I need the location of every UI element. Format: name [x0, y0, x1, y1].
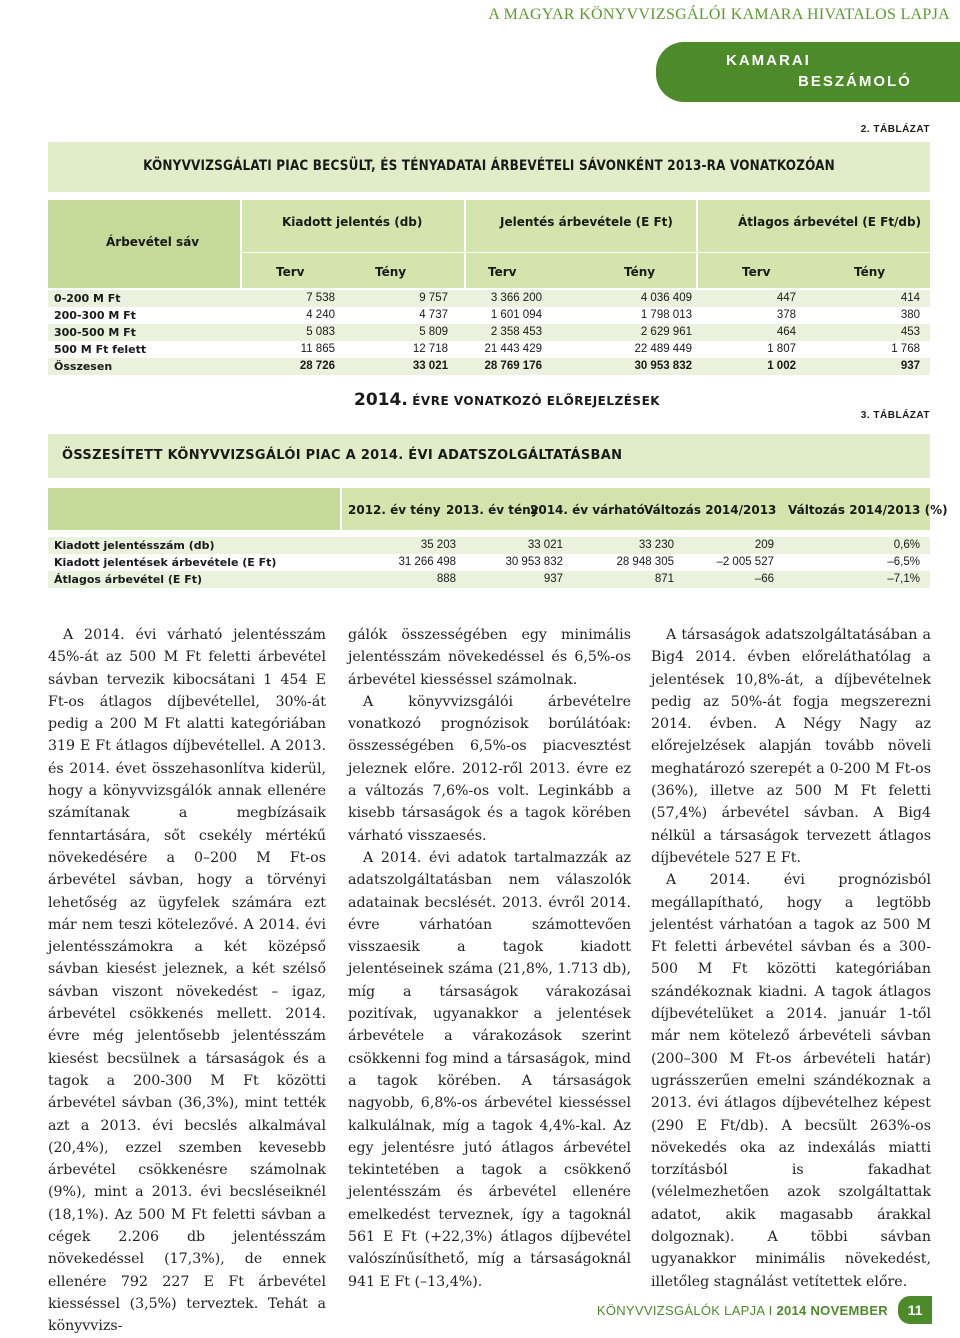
footer-journal [597, 1303, 888, 1318]
table3-col-2013: 2013. év tény [446, 503, 539, 517]
table-cell: 1 798 013 [640, 309, 692, 321]
table3-title-band [48, 434, 930, 478]
table3-header [48, 488, 948, 530]
table-cell: 33 021 [527, 539, 563, 551]
table-cell: 937 [900, 360, 920, 372]
table-row [48, 307, 930, 324]
article-column-2 [348, 624, 631, 1293]
table2-title: KÖNYVVIZSGÁLATI PIAC BECSÜLT, ÉS TÉNYADATAI ÁRBEVÉTELI SÁVONKÉNT 2013-RA VONATKOZÓAN [143, 158, 835, 174]
article-column-1 [48, 624, 326, 1338]
table-cell: –66 [754, 573, 774, 585]
table-cell: 380 [900, 309, 920, 321]
table-cell: 7 538 [306, 292, 335, 304]
row-label: Kiadott jelentések árbevétele (E Ft) [54, 556, 277, 569]
table-cell: 31 266 498 [398, 556, 456, 568]
footer-issue: 2014 NOVEMBER [776, 1302, 888, 1318]
table2-sub-actual: Tény [854, 265, 886, 279]
table-row [48, 571, 930, 588]
row-label: 300-500 M Ft [54, 326, 136, 339]
section-heading-year: 2014. [354, 390, 408, 410]
section-badge [656, 42, 960, 102]
row-label: Átlagos árbevétel (E Ft) [54, 573, 203, 586]
table3-title: ÖSSZESÍTETT KÖNYVVIZSGÁLÓI PIAC A 2014. ÉVI ADATSZOLGÁLTATÁSBAN [62, 448, 623, 463]
table-cell: 12 718 [412, 343, 448, 355]
table-cell: 33 021 [412, 360, 448, 372]
table-row [48, 341, 930, 358]
table-row [48, 290, 930, 307]
table-cell: 35 203 [420, 539, 456, 551]
row-label: Összesen [54, 360, 113, 373]
table-cell: 1 601 094 [490, 309, 542, 321]
table-row [48, 537, 930, 554]
section-heading-text: ÉVRE VONATKOZÓ ELŐREJELZÉSEK [412, 394, 661, 408]
table2-label: 2. TÁBLÁZAT [860, 124, 930, 135]
table2-header-vline [240, 200, 242, 288]
paragraph: A 2014. évi adatok tartalmazzák az adatszolgáltatásban nem válaszolók adatainak becslését. 2013. évről 2014. évre várhatóan számottevően visszaesik a tagok kiadott jelentéseinek száma (21,8%, 1.713 db), míg a társaságok várakozásai pozitívak, ugyanakkor a jelentések árbevétele a várakozások szerint csökkenni fog mind a társaságok, mind a tagok körében. A társaságok nagyobb, 6,8%-os árbevétel kiesséssel kalkulálnak, míg a tagok 4,4%-kal. Az egy jelentésre jutó átlagos árbevétel tekintetében a tagok a csökkenő jelentésszám és árbevétel ellenére emelkedést terveznek, így a tagoknál 561 E Ft (+22,3%) átlagos díjbevétel valószínűsíthető, míg a társaságoknál 941 E Ft (–13,4%). [348, 849, 631, 1290]
footer-journal-name: KÖNYVVIZSGÁLÓK LAPJA [596, 1302, 765, 1318]
table-row [48, 324, 930, 341]
paragraph: A könyvvizsgálói árbevételre vonatkozó prognózisok borúlátóak: összességében 6,5%-os piacvesztést jeleznek előre. 2012-ről 2013. évre ez a változás 7,6%-os volt. Leginkább a kisebb társaságok és a tagok körében várható visszaesés. [348, 693, 631, 844]
section-badge-line1: KAMARAI [726, 52, 811, 69]
page-number: 11 [898, 1296, 932, 1324]
table-cell: 209 [754, 539, 774, 551]
table2-sub-plan: Terv [276, 265, 305, 279]
table-cell: 464 [776, 326, 796, 338]
publication-header: A MAGYAR KÖNYVVIZSGÁLÓI KAMARA HIVATALOS LAPJA [488, 6, 950, 23]
table2-header-vline [696, 200, 698, 288]
table3-label: 3. TÁBLÁZAT [860, 410, 930, 421]
table-cell: 0,6% [893, 539, 920, 551]
table2-title-band [48, 142, 930, 192]
paragraph: A 2014. évi várható jelentésszám 45%-át az 500 M Ft feletti árbevétel sávban tervezik kibocsátani 1 454 E Ft-os átlagos díjbevétellel, 30%-át pedig a 200 M Ft alatti kategóriában 319 E Ft átlagos díjbevétellel. A 2013. és 2014. évet összehasonlítva kiderül, hogy a könyvvizsgálók annak ellenére számítanak a megbízásaik fenntartására, sőt csekély mértékű növekedésére a 0–200 M Ft-os árbevétel sávban, hogy a törvényi lehetőség az ügyfelek számára ezt már nem teszi kötelezővé. A 2014. évi jelentésszámokra a két középső sávban kiesést jeleznek, a két szélső sávban viszont növekedést – igaz, árbevétel csökkenés mellett. 2014. évre még jelentősebb jelentésszám kiesést becsülnek a társaságok és a tagok a 200-300 M Ft közötti árbevétel sávban (36,3%), mint tették azt a 2013. évi becslés alkalmával (20,4%), ezzel szemben kevesebb árbevétel csökkenésre számolnak (9%), mint a 2013. évi becsléseiknél (18,1%). Az 500 M Ft feletti sávban a cégek 2.206 db jelentésszám növekedéssel (17,3%), de ennek ellenére 792 227 E Ft árbevétel kiesséssel (3,5%) terveztek. Tehát a könyvvizs- [48, 627, 326, 1335]
row-label: 500 M Ft felett [54, 343, 147, 356]
table-cell: 2 629 961 [640, 326, 692, 338]
table-cell: 5 083 [306, 326, 335, 338]
table-row [48, 554, 930, 571]
table-cell: 28 769 176 [484, 360, 542, 372]
page-footer [597, 1296, 932, 1324]
footer-separator: I [764, 1302, 777, 1318]
table-cell: 1 768 [891, 343, 920, 355]
table-cell: 33 230 [638, 539, 674, 551]
table-cell: 9 757 [419, 292, 448, 304]
table-cell: –2 005 527 [716, 556, 774, 568]
table2-sub-actual: Tény [375, 265, 407, 279]
table3-col-change: Változás 2014/2013 [644, 503, 777, 517]
table2-header [48, 200, 930, 288]
table2-sub-actual: Tény [624, 265, 656, 279]
table-cell: 414 [900, 292, 920, 304]
table-cell: 447 [776, 292, 796, 304]
paragraph: gálók összességében egy minimális jelentésszám növekedéssel és 6,5%-os árbevétel kiesséssel számolnak. [348, 627, 631, 688]
table-cell: 4 240 [306, 309, 335, 321]
table3-header-vline [340, 488, 342, 530]
table-cell: 888 [436, 573, 456, 585]
table-cell: 5 809 [419, 326, 448, 338]
row-label: 0-200 M Ft [54, 292, 121, 305]
table2-group-reports: Kiadott jelentés (db) [282, 215, 423, 229]
table2-group-revenue: Jelentés árbevétele (E Ft) [500, 215, 673, 229]
section-badge-line2: BESZÁMOLÓ [798, 73, 912, 90]
table3-row-header-cell [48, 488, 340, 530]
row-label: Kiadott jelentésszám (db) [54, 539, 215, 552]
table-cell: 28 948 305 [616, 556, 674, 568]
row-label: 200-300 M Ft [54, 309, 136, 322]
table-cell: 4 737 [419, 309, 448, 321]
table-cell: 28 726 [299, 360, 335, 372]
table-cell: –7,1% [887, 573, 920, 585]
table-cell: 937 [543, 573, 563, 585]
table-cell: –6,5% [887, 556, 920, 568]
paragraph: A társaságok adatszolgáltatásában a Big4 2014. évben előreláthatólag a jelentések 10,8%-át, a díjbevételnek pedig az 50%-át fogja megszerezni 2014. évben. A Négy Nagy az előrejelzések alapján tovább növeli meghatározó szerepét a 0-200 M Ft-os (36%), illetve az 500 M Ft feletti (57,4%) árbevétel sávban. A Big4 nélkül a társaságok tervezett átlagos díjbevétele 527 E Ft. [651, 627, 931, 866]
table-cell: 30 953 832 [505, 556, 563, 568]
table-row-total [48, 358, 930, 375]
table3-col-2012: 2012. év tény [348, 503, 441, 517]
table-cell: 1 807 [767, 343, 796, 355]
table-cell: 378 [776, 309, 796, 321]
table2-header-vline [464, 200, 466, 288]
table-cell: 871 [654, 573, 674, 585]
table-cell: 1 002 [767, 360, 796, 372]
table-cell: 3 366 200 [490, 292, 542, 304]
table2-group-average: Átlagos árbevétel (E Ft/db) [738, 215, 922, 229]
table-cell: 30 953 832 [634, 360, 692, 372]
paragraph: A 2014. évi prognózisból megállapítható, hogy a legtöbb jelentést várhatóan a tagok az 500 M Ft feletti árbevétel sávban és a 300-500 M Ft közötti kategóriában szándékoznak kiadni. A tagok átlagos díjbevételüket a 2014. január 1-től már nem kötelező árbevételi sávban (200–300 M Ft-os árbevételi határ) ugrásszerűen emelni szándékoznak a 2013. évi átlagos díjbevételhez képest (290 E Ft/db). A becsült 263%-os növekedés oka az indexálás miatti torzításból is fakadhat (vélelmezhetően azok szolgáltattak adatot, akik magasabb árakkal dolgoznak). A többi sávban ugyanakkor minimális növekedést, illetőleg stagnálást vetítettek előre. [651, 872, 931, 1290]
table-cell: 2 358 453 [490, 326, 542, 338]
table-cell: 4 036 409 [640, 292, 692, 304]
table3-col-2014: 2014. év várható [530, 503, 645, 517]
table-cell: 21 443 429 [484, 343, 542, 355]
table2-sub-plan: Terv [742, 265, 771, 279]
table3-col-change-pct: Változás 2014/2013 (%) [788, 503, 948, 517]
table-cell: 22 489 449 [634, 343, 692, 355]
article-column-3 [651, 624, 931, 1293]
table2-sub-plan: Terv [488, 265, 517, 279]
table2-row-header: Árbevétel sáv [106, 235, 200, 249]
table-cell: 11 865 [300, 343, 335, 355]
table2-header-divider [242, 252, 930, 253]
section-heading-2014 [354, 390, 660, 410]
table-cell: 453 [900, 326, 920, 338]
